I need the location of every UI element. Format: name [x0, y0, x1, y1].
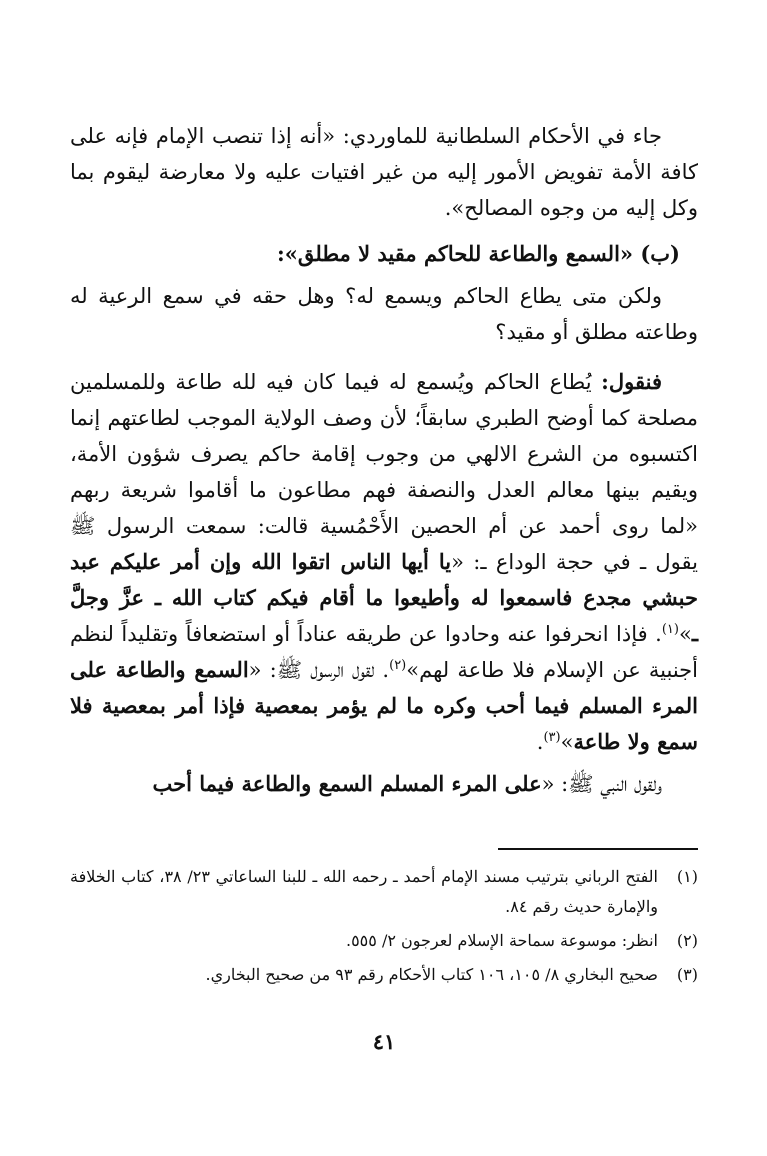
- paragraph-question: ولكن متى يطاع الحاكم ويسمع له؟ وهل حقه في سمع الرعية له وطاعته مطلق أو مقيد؟: [70, 284, 698, 344]
- paragraph-prophet-saying: [70, 766, 698, 802]
- hadith-quote-1: يا أيها الناس اتقوا الله وإن أمر عليكم عبد حبشي مجدع فاسمعوا له وأطيعوا ما أقام فيكم كتاب الله ـ عزَّ وجلَّ ـ: [70, 549, 698, 646]
- footnotes-section: [70, 862, 698, 994]
- book-page: [70, 118, 698, 1118]
- paragraph-mawardi-quote: جاء في الأحكام السلطانية للماوردي: «أنه إذا تنصب الإمام فإنه على كافة الأمة تفويض الأمور إليه من غير افتيات عليه ولا معارضة ليقوم بما وكل إليه من وجوه المصالح».: [70, 124, 698, 220]
- footnote-number: (٣): [676, 965, 698, 984]
- footnote-ref-2[interactable]: (٢): [389, 658, 407, 673]
- hadith-quote-2: السمع والطاعة على المرء المسلم فيما أحب وكره ما لم يؤمر بمعصية فإذا أمر بمعصية فلا سمع ولا طاعة: [70, 657, 698, 754]
- footnote-number: (١): [676, 867, 698, 886]
- page-number: ٤١: [372, 1029, 396, 1054]
- paragraph-answer: [70, 364, 698, 760]
- answer-text-5: »: [560, 730, 574, 754]
- footnote-ref-3[interactable]: (٣): [543, 730, 561, 745]
- answer-text-6: .: [536, 730, 544, 754]
- footnote-text: انظر: موسوعة سماحة الإسلام لعرجون ٢/ ٥٥٥.: [345, 931, 658, 950]
- footnote-text: الفتح الرباني بترتيب مسند الإمام أحمد ـ رحمه الله ـ للبنا الساعاتي ٢٣/ ٣٨، كتاب الخلافة والإمارة حديث رقم ٨٤.: [70, 867, 659, 916]
- answer-text-1: يُطاع الحاكم ويُسمع له فيما كان فيه لله طاعة وللمسلمين مصلحة كما أوضح الطبري سابقاً؛ لأن وصف الولاية الموجب لطاعتهم إنما اكتسبوه من الشرع الالهي من وجوب إقامة حاكم يصرف شؤون الأمة، ويقيم بينها معالم العدل والنصفة فهم مطاعون ما أقاموا شريعة ربهم «لما روى أحمد عن أم الحصين الأَحْمُسية قالت: سمعت الرسول ﷺ يقول ـ في حجة الوداع ـ: «: [70, 370, 698, 574]
- saying-intro: ولقول النبي ﷺ: «: [541, 772, 662, 796]
- footnote-divider: [498, 848, 698, 850]
- answer-text-3: . فإذا انحرفوا عنه وحادوا عن طريقه عناداً أو استضعافاً وتقليداً لنظم أجنبية عن الإسلام فلا طاعة لهم»: [70, 622, 698, 682]
- footnote-3: [70, 960, 698, 990]
- hadith-quote-3: على المرء المسلم السمع والطاعة فيما أحب: [152, 771, 542, 796]
- answer-text-2: »: [678, 622, 692, 646]
- lead-word: فنقول:: [601, 369, 662, 394]
- footnote-ref-1[interactable]: (١): [661, 622, 679, 637]
- footnote-2: [70, 926, 698, 956]
- answer-text-4: . لقول الرسول ﷺ: «: [248, 658, 390, 682]
- footnote-1: [70, 862, 698, 922]
- footnote-text: صحيح البخاري ٨/ ١٠٥، ١٠٦ كتاب الأحكام رقم ٩٣ من صحيح البخاري.: [205, 965, 658, 984]
- section-heading: (ب) «السمع والطاعة للحاكم مقيد لا مطلق»:: [276, 241, 680, 266]
- footnote-number: (٢): [676, 931, 698, 950]
